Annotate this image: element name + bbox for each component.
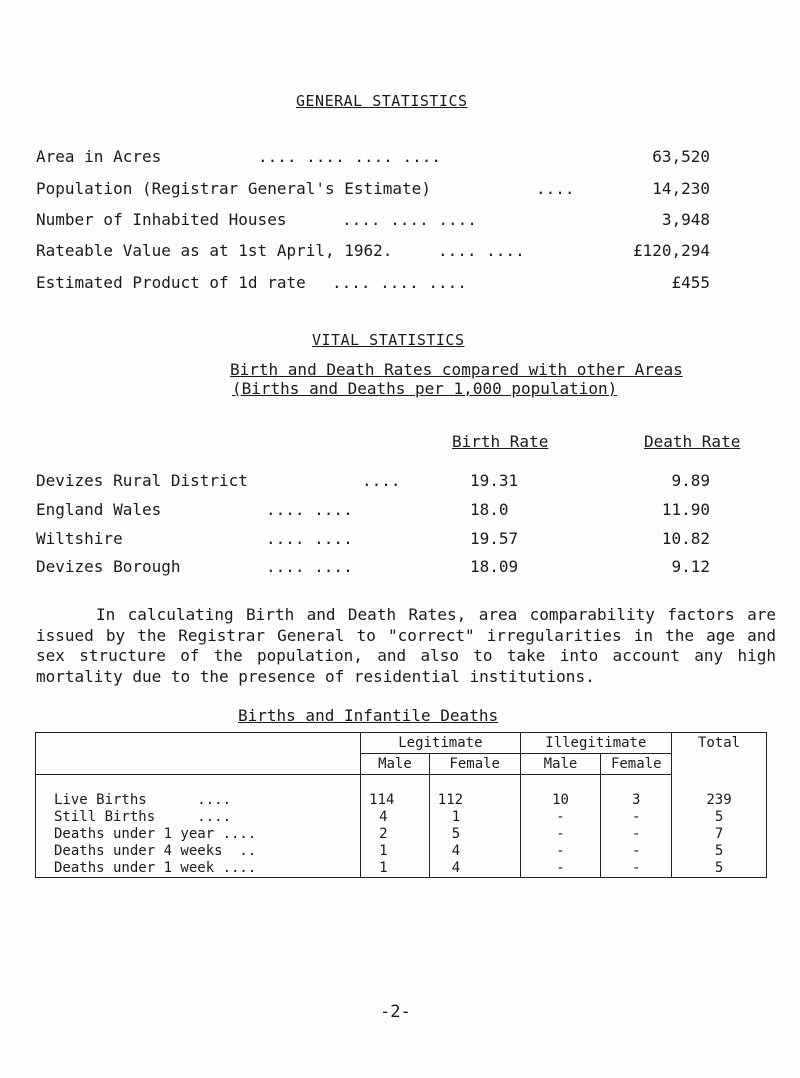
death-rate-value: 10.82: [661, 529, 710, 548]
general-row-label: Population (Registrar General's Estimate): [36, 179, 431, 198]
general-row-label: Rateable Value as at 1st April, 1962.: [36, 241, 393, 260]
dot-leader: .... ....: [266, 500, 353, 519]
dot-leader: .... .... ....: [332, 273, 467, 292]
illegit-male-cell: -: [520, 860, 601, 878]
dot-leader: .... .... .... ....: [258, 147, 442, 166]
male-header: Male: [361, 754, 430, 775]
illegit-male-cell: -: [520, 843, 601, 860]
illegit-male-cell: -: [520, 826, 601, 843]
general-row-label: Estimated Product of 1d rate: [36, 273, 306, 292]
birth-rate-value: 18.09: [470, 557, 519, 576]
male-header: Male: [520, 754, 601, 775]
page-number: -2-: [380, 1002, 411, 1022]
dot-leader: .... ....: [438, 241, 525, 260]
explanatory-paragraph: In calculating Birth and Death Rates, area comparability factors are issued by the Registrar General to "correct" irregularities in the age and sex structure of the population, and also to take into account any high mortality due to the presence of residential institutions.: [36, 605, 776, 686]
area-name: Devizes Borough: [36, 557, 181, 576]
total-cell: 239: [672, 792, 767, 809]
dot-leader: ....: [362, 471, 401, 490]
blank-header-cell: [36, 733, 361, 754]
legit-male-cell: 1: [361, 843, 430, 860]
legit-female-cell: 5: [429, 826, 520, 843]
vital-statistics-heading: VITAL STATISTICS: [312, 331, 465, 349]
births-deaths-table: [35, 732, 767, 878]
general-row-value: £455: [671, 273, 710, 292]
illegit-female-cell: -: [601, 809, 672, 826]
table-row: [36, 792, 767, 809]
illegit-male-cell: -: [520, 809, 601, 826]
legit-male-cell: 4: [361, 809, 430, 826]
general-row-value: 14,230: [652, 179, 710, 198]
row-label: Deaths under 1 week ....: [36, 860, 361, 878]
area-name: England Wales: [36, 500, 162, 519]
total-header: Total: [672, 733, 767, 775]
legit-male-cell: 2: [361, 826, 430, 843]
legit-female-cell: 1: [429, 809, 520, 826]
illegit-female-cell: -: [601, 826, 672, 843]
table-row: [36, 843, 767, 860]
birth-rate-header: Birth Rate: [452, 432, 549, 451]
dot-leader: .... .... ....: [342, 210, 477, 229]
female-header: Female: [601, 754, 672, 775]
general-row-value: £120,294: [632, 241, 710, 260]
general-statistics-heading: GENERAL STATISTICS: [296, 92, 468, 110]
area-name: Wiltshire: [36, 529, 123, 548]
illegit-female-cell: -: [601, 860, 672, 878]
rates-subnote: (Births and Deaths per 1,000 population): [232, 379, 618, 398]
row-label: Live Births ....: [36, 792, 361, 809]
general-row-label: Area in Acres: [36, 147, 162, 166]
row-label: Deaths under 4 weeks ..: [36, 843, 361, 860]
illegit-male-cell: 10: [520, 792, 601, 809]
rates-subheading: Birth and Death Rates compared with other Areas: [230, 360, 683, 379]
female-header: Female: [429, 754, 520, 775]
area-name: Devizes Rural District: [36, 471, 248, 490]
row-label: Deaths under 1 year ....: [36, 826, 361, 843]
legit-female-cell: 4: [429, 860, 520, 878]
total-cell: 5: [672, 843, 767, 860]
legit-female-cell: 112: [429, 792, 520, 809]
illegitimate-header: Illegitimate: [520, 733, 671, 754]
births-table-heading: Births and Infantile Deaths: [238, 706, 499, 725]
total-cell: 7: [672, 826, 767, 843]
dot-leader: .... ....: [266, 557, 353, 576]
illegit-female-cell: -: [601, 843, 672, 860]
legit-female-cell: 4: [429, 843, 520, 860]
general-row-value: 63,520: [652, 147, 710, 166]
birth-rate-value: 18.0: [470, 500, 509, 519]
death-rate-value: 9.89: [671, 471, 710, 490]
dot-leader: .... ....: [266, 529, 353, 548]
legit-male-cell: 114: [361, 792, 430, 809]
row-label: Still Births ....: [36, 809, 361, 826]
general-row-value: 3,948: [661, 210, 710, 229]
legitimate-header: Legitimate: [361, 733, 521, 754]
total-cell: 5: [672, 809, 767, 826]
legit-male-cell: 1: [361, 860, 430, 878]
dot-leader: ....: [536, 179, 575, 198]
table-row: [36, 860, 767, 878]
general-row-label: Number of Inhabited Houses: [36, 210, 287, 229]
table-row: [36, 826, 767, 843]
birth-rate-value: 19.31: [470, 471, 519, 490]
table-row: [36, 809, 767, 826]
blank-header-cell: [36, 754, 361, 775]
death-rate-header: Death Rate: [644, 432, 741, 451]
illegit-female-cell: 3: [601, 792, 672, 809]
death-rate-value: 9.12: [671, 557, 710, 576]
birth-rate-value: 19.57: [470, 529, 519, 548]
death-rate-value: 11.90: [661, 500, 710, 519]
total-cell: 5: [672, 860, 767, 878]
